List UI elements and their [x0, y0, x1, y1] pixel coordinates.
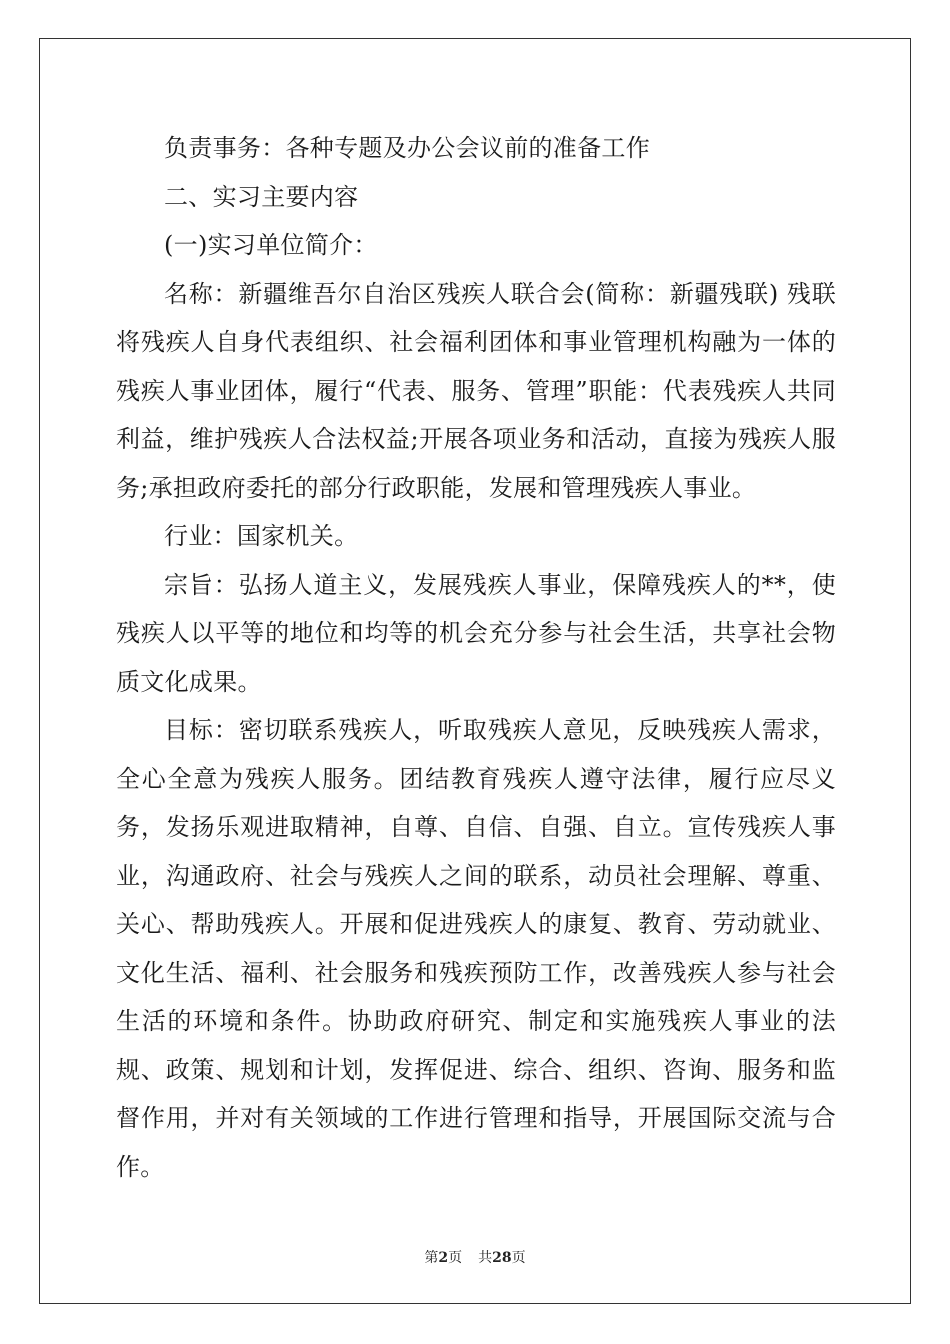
paragraph-goals: 目标：密切联系残疾人，听取残疾人意见，反映残疾人需求，全心全意为残疾人服务。团结教育残疾人遵守法律，履行应尽义务，发扬乐观进取精神，自尊、自信、自强、自立。宣传残疾人事业，沟通政府、社会与残疾人之间的联系，动员社会理解、尊重、关心、帮助残疾人。开展和促进残疾人的康复、教育、劳动就业、文化生活、福利、社会服务和残疾预防工作，改善残疾人参与社会生活的环境和条件。协助政府研究、制定和实施残疾人事业的法规、政策、规划和计划，发挥促进、综合、组织、咨询、服务和监督作用，并对有关领域的工作进行管理和指导，开展国际交流与合作。 [116, 716, 836, 1181]
paragraph-industry: 行业：国家机关。 [164, 522, 359, 550]
total-prefix: 共 [478, 1250, 493, 1266]
total-suffix: 页 [511, 1250, 526, 1266]
total-pages: 28 [492, 1250, 512, 1266]
page-suffix: 页 [448, 1250, 463, 1266]
paragraph-purpose: 宗旨：弘扬人道主义，发展残疾人事业，保障残疾人的**，使残疾人以平等的地位和均等的机会充分参与社会生活，共享社会物质文化成果。 [116, 570, 836, 696]
heading-unit-intro: (一)实习单位简介： [164, 231, 378, 259]
page-prefix: 第 [424, 1250, 439, 1266]
page-number: 2 [438, 1250, 449, 1266]
heading-internship-content: 二、实习主要内容 [164, 182, 359, 211]
document-body [116, 124, 836, 1191]
paragraph-responsibility: 负责事务：各种专题及办公会议前的准备工作 [164, 134, 650, 162]
paragraph-name: 名称：新疆维吾尔自治区残疾人联合会(简称：新疆残联) 残联将残疾人自身代表组织、社会福利团体和事业管理机构融为一体的残疾人事业团体，履行“代表、服务、管理”职能：代表残疾人共同利益，维护残疾人合法权益;开展各项业务和活动，直接为残疾人服务;承担政府委托的部分行政职能，发展和管理残疾人事业。 [116, 279, 836, 502]
page-footer [0, 1247, 950, 1267]
